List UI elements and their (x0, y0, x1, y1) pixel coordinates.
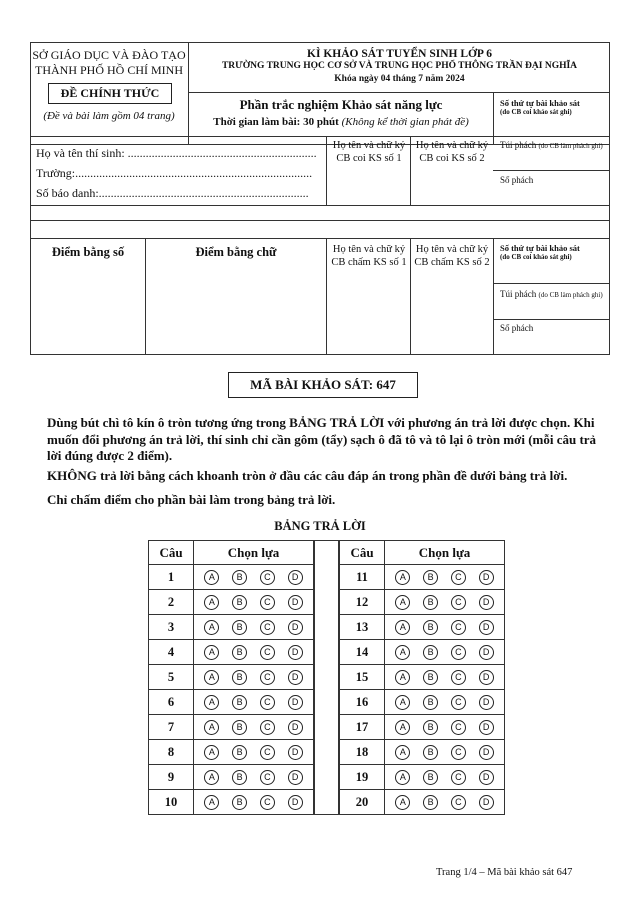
question-number: 17 (339, 714, 385, 740)
answer-sheet (148, 540, 504, 815)
answer-bubble-18-d[interactable]: D (479, 745, 494, 760)
answer-bubble-4-c[interactable]: C (260, 645, 275, 660)
answer-bubble-6-b[interactable]: B (232, 695, 247, 710)
question-number: 12 (339, 589, 385, 615)
answer-bubble-3-d[interactable]: D (288, 620, 303, 635)
answer-bubble-11-b[interactable]: B (423, 570, 438, 585)
answer-bubble-4-d[interactable]: D (288, 645, 303, 660)
answer-sheet-spacer (314, 540, 339, 815)
answer-bubble-10-c[interactable]: C (260, 795, 275, 810)
answer-bubble-20-b[interactable]: B (423, 795, 438, 810)
question-number: 14 (339, 639, 385, 665)
school-field[interactable] (36, 166, 326, 181)
answer-bubble-2-b[interactable]: B (232, 595, 247, 610)
score-in-numbers[interactable]: Điểm bằng số (51, 245, 125, 259)
answer-bubble-9-c[interactable]: C (260, 770, 275, 785)
question-number: 6 (148, 689, 194, 715)
question-number: 20 (339, 789, 385, 815)
answer-bubble-19-c[interactable]: C (451, 770, 466, 785)
question-number: 7 (148, 714, 194, 740)
answer-bubble-8-b[interactable]: B (232, 745, 247, 760)
proctor-1-signature[interactable]: Họ tên và chữ ký CB coi KS số 1 (332, 140, 406, 164)
answer-bubble-16-c[interactable]: C (451, 695, 466, 710)
answer-bubble-1-b[interactable]: B (232, 570, 247, 585)
choice-column-header: Chọn lựa (384, 540, 505, 565)
question-number: 1 (148, 564, 194, 590)
instruction-paragraph-2: KHÔNG trả lời bằng cách khoanh tròn ở đầu các câu đáp án trong phần đề dưới bảng trả lời. (47, 468, 568, 483)
answer-bubble-4-a[interactable]: A (204, 645, 219, 660)
time-label: Thời gian làm bài: 30 phút (213, 116, 339, 128)
answer-bubble-14-d[interactable]: D (479, 645, 494, 660)
answer-row-13 (384, 614, 505, 640)
instruction-paragraph-3: Chỉ chấm điểm cho phần bài làm trong bảng trả lời. (47, 492, 336, 507)
grader-1-signature[interactable]: Họ tên và chữ ký CB chấm KS số 1 (331, 244, 407, 268)
page-footer: Trang 1/4 – Mã bài khảo sát 647 (436, 867, 573, 878)
answer-bubble-9-d[interactable]: D (288, 770, 303, 785)
question-number: 18 (339, 739, 385, 765)
order-number-label: Số thứ tự bài khảo sát (500, 98, 580, 108)
secret-number-field-bottom[interactable]: Số phách (500, 323, 534, 333)
answer-row-20 (384, 789, 505, 815)
answer-bubble-20-d[interactable]: D (479, 795, 494, 810)
answer-row-7 (193, 714, 314, 740)
envelope-label-2: Túi phách (500, 289, 537, 299)
department-line-1: SỞ GIÁO DỤC VÀ ĐÀO TẠO (32, 48, 186, 62)
answer-bubble-4-b[interactable]: B (232, 645, 247, 660)
question-column-header: Câu (148, 540, 194, 565)
answer-bubble-5-c[interactable]: C (260, 670, 275, 685)
answer-bubble-17-d[interactable]: D (479, 720, 494, 735)
answer-bubble-12-d[interactable]: D (479, 595, 494, 610)
answer-bubble-7-a[interactable]: A (204, 720, 219, 735)
answer-bubble-17-b[interactable]: B (423, 720, 438, 735)
answer-bubble-10-a[interactable]: A (204, 795, 219, 810)
answer-bubble-15-b[interactable]: B (423, 670, 438, 685)
answer-bubble-19-a[interactable]: A (395, 770, 410, 785)
answer-bubble-16-d[interactable]: D (479, 695, 494, 710)
answer-bubble-18-c[interactable]: C (451, 745, 466, 760)
question-number: 19 (339, 764, 385, 790)
answer-row-8 (193, 739, 314, 765)
answer-row-16 (384, 689, 505, 715)
choice-column-header: Chọn lựa (193, 540, 314, 565)
answer-bubble-9-a[interactable]: A (204, 770, 219, 785)
answer-bubble-8-d[interactable]: D (288, 745, 303, 760)
question-number: 10 (148, 789, 194, 815)
answer-row-14 (384, 639, 505, 665)
answer-row-11 (384, 564, 505, 590)
question-number: 8 (148, 739, 194, 765)
envelope-note: (do CB làm phách ghi) (538, 142, 603, 150)
school-dots: ............................................................................... (75, 166, 313, 180)
envelope-note-2: (do CB làm phách ghi) (538, 291, 603, 299)
answer-bubble-7-b[interactable]: B (232, 720, 247, 735)
answer-bubble-5-b[interactable]: B (232, 670, 247, 685)
answer-bubble-8-a[interactable]: A (204, 745, 219, 760)
answer-bubble-3-b[interactable]: B (232, 620, 247, 635)
envelope-label: Túi phách (500, 140, 537, 150)
exam-date: Khóa ngày 04 tháng 7 năm 2024 (334, 74, 465, 84)
answer-bubble-1-d[interactable]: D (288, 570, 303, 585)
answer-row-4 (193, 639, 314, 665)
answer-row-2 (193, 589, 314, 615)
answer-row-15 (384, 664, 505, 690)
answer-bubble-15-c[interactable]: C (451, 670, 466, 685)
answer-bubble-11-a[interactable]: A (395, 570, 410, 585)
candidate-id-label: Số báo danh: (36, 186, 99, 200)
time-limit (189, 116, 493, 128)
answer-sheet-title: BẢNG TRẢ LỜI (274, 519, 366, 533)
question-number: 11 (339, 564, 385, 590)
answer-bubble-17-a[interactable]: A (395, 720, 410, 735)
candidate-id-dots: ...................................................................... (98, 186, 309, 200)
proctor-2-signature[interactable]: Họ tên và chữ ký CB coi KS số 2 (415, 140, 489, 164)
answer-bubble-14-b[interactable]: B (423, 645, 438, 660)
answer-bubble-13-b[interactable]: B (423, 620, 438, 635)
section-title: Phần trắc nghiệm Khảo sát năng lực (239, 97, 443, 112)
answer-bubble-17-c[interactable]: C (451, 720, 466, 735)
question-number: 15 (339, 664, 385, 690)
candidate-id-field[interactable] (36, 186, 326, 201)
school-name: TRƯỜNG TRUNG HỌC CƠ SỞ VÀ TRUNG HỌC PHỔ THÔNG TRẦN ĐẠI NGHĨA (221, 61, 578, 71)
answer-row-6 (193, 689, 314, 715)
separator-line (30, 221, 610, 239)
answer-bubble-13-c[interactable]: C (451, 620, 466, 635)
answer-bubble-10-d[interactable]: D (288, 795, 303, 810)
answer-row-3 (193, 614, 314, 640)
instruction-paragraph-1: Dùng bút chì tô kín ô tròn tương ứng trong BẢNG TRẢ LỜI với phương án trả lời được chọn. Khi muốn đổi phương án trả lời, thí sinh chỉ cần gôm (tẩy) sạch ô đã tô và tô lại ô tròn mới (mỗi câu trả lời đúng được 2 điểm). (47, 415, 597, 463)
answer-row-9 (193, 764, 314, 790)
answer-row-18 (384, 739, 505, 765)
pages-note: (Đề và bài làm gồm 04 trang) (43, 110, 175, 122)
official-exam-badge: ĐỀ CHÍNH THỨC (48, 83, 172, 104)
answer-bubble-15-a[interactable]: A (395, 670, 410, 685)
answer-bubble-16-a[interactable]: A (395, 695, 410, 710)
answer-row-12 (384, 589, 505, 615)
score-in-words[interactable]: Điểm bằng chữ (195, 245, 277, 259)
question-column-header: Câu (339, 540, 385, 565)
question-number: 4 (148, 639, 194, 665)
answer-bubble-19-d[interactable]: D (479, 770, 494, 785)
answer-bubble-13-a[interactable]: A (395, 620, 410, 635)
question-number: 9 (148, 764, 194, 790)
question-number: 2 (148, 589, 194, 615)
exam-code: MÃ BÀI KHẢO SÁT: 647 (228, 372, 418, 398)
answer-row-5 (193, 664, 314, 690)
order-number-note: (do CB coi khảo sát ghi) (500, 108, 572, 116)
answer-bubble-3-c[interactable]: C (260, 620, 275, 635)
separator-row (30, 206, 610, 221)
exam-title: KÌ KHẢO SÁT TUYỂN SINH LỚP 6 (307, 48, 492, 60)
answer-bubble-11-c[interactable]: C (451, 570, 466, 585)
candidate-name-label: Họ và tên thí sinh: (36, 146, 128, 160)
answer-bubble-6-a[interactable]: A (204, 695, 219, 710)
answer-bubble-2-a[interactable]: A (204, 595, 219, 610)
grader-2-signature[interactable]: Họ tên và chữ ký CB chấm KS số 2 (414, 244, 490, 268)
order-number-note-2: (do CB coi khảo sát ghi) (500, 253, 572, 261)
answer-bubble-12-a[interactable]: A (395, 595, 410, 610)
answer-bubble-7-c[interactable]: C (260, 720, 275, 735)
answer-bubble-11-d[interactable]: D (479, 570, 494, 585)
answer-bubble-12-c[interactable]: C (451, 595, 466, 610)
answer-bubble-13-d[interactable]: D (479, 620, 494, 635)
answer-bubble-16-b[interactable]: B (423, 695, 438, 710)
answer-bubble-9-b[interactable]: B (232, 770, 247, 785)
answer-bubble-12-b[interactable]: B (423, 595, 438, 610)
answer-bubble-6-d[interactable]: D (288, 695, 303, 710)
answer-bubble-20-c[interactable]: C (451, 795, 466, 810)
question-number: 16 (339, 689, 385, 715)
envelope-field-top[interactable] (500, 140, 610, 150)
answer-bubble-10-b[interactable]: B (232, 795, 247, 810)
candidate-name-dots: ............................................................... (127, 146, 317, 160)
answer-bubble-15-d[interactable]: D (479, 670, 494, 685)
answer-bubble-5-a[interactable]: A (204, 670, 219, 685)
answer-bubble-2-d[interactable]: D (288, 595, 303, 610)
time-note: (Không kể thời gian phát đề) (341, 116, 469, 128)
answer-bubble-18-b[interactable]: B (423, 745, 438, 760)
answer-bubble-2-c[interactable]: C (260, 595, 275, 610)
answer-bubble-14-a[interactable]: A (395, 645, 410, 660)
school-label: Trường: (36, 166, 76, 180)
envelope-field-bottom[interactable] (500, 289, 610, 299)
question-number: 3 (148, 614, 194, 640)
candidate-name-field[interactable] (36, 146, 326, 161)
answer-bubble-5-d[interactable]: D (288, 670, 303, 685)
answer-bubble-14-c[interactable]: C (451, 645, 466, 660)
question-number: 13 (339, 614, 385, 640)
answer-bubble-18-a[interactable]: A (395, 745, 410, 760)
answer-bubble-8-c[interactable]: C (260, 745, 275, 760)
answer-row-19 (384, 764, 505, 790)
answer-bubble-7-d[interactable]: D (288, 720, 303, 735)
secret-number-field-top[interactable]: Số phách (500, 175, 534, 185)
department-line-2: THÀNH PHỐ HỒ CHÍ MINH (35, 63, 183, 77)
question-number: 5 (148, 664, 194, 690)
answer-row-17 (384, 714, 505, 740)
answer-bubble-1-c[interactable]: C (260, 570, 275, 585)
answer-bubble-20-a[interactable]: A (395, 795, 410, 810)
answer-bubble-1-a[interactable]: A (204, 570, 219, 585)
answer-row-1 (193, 564, 314, 590)
answer-bubble-6-c[interactable]: C (260, 695, 275, 710)
answer-bubble-3-a[interactable]: A (204, 620, 219, 635)
answer-bubble-19-b[interactable]: B (423, 770, 438, 785)
answer-row-10 (193, 789, 314, 815)
order-number-label-2: Số thứ tự bài khảo sát (500, 243, 580, 253)
